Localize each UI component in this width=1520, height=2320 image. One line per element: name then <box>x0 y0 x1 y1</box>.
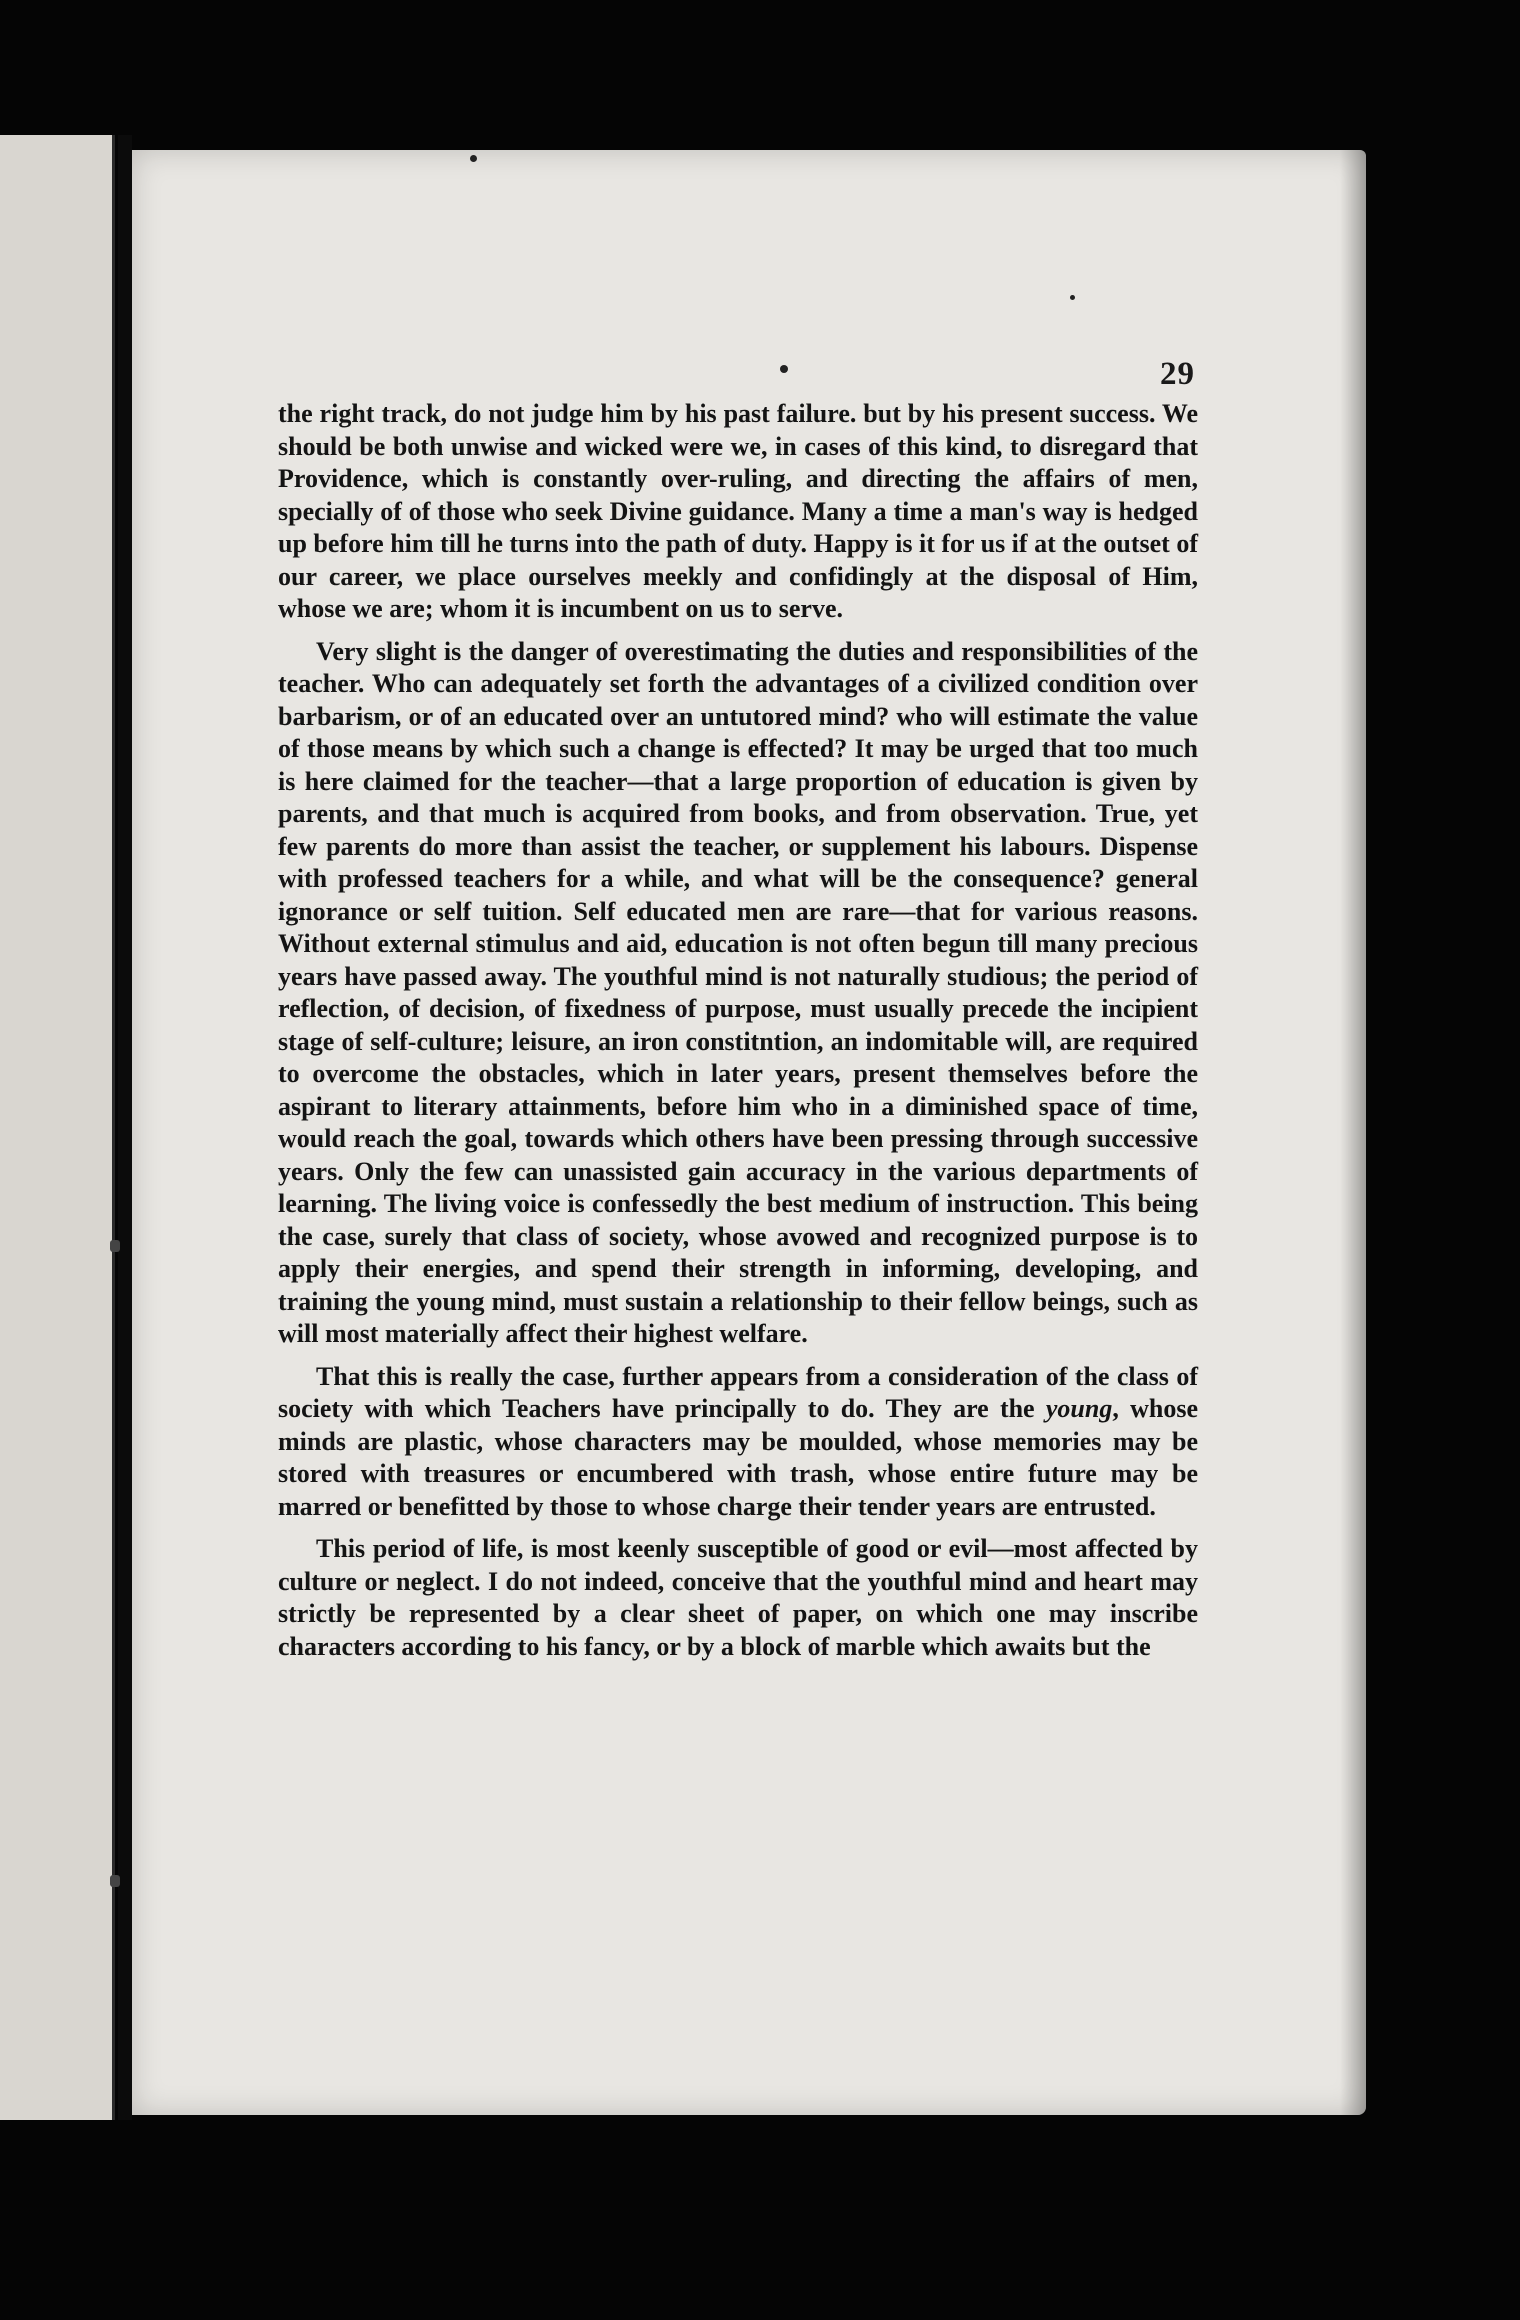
paper-speck <box>470 155 477 162</box>
page-shadow-edge <box>1340 150 1366 2115</box>
paragraph-text: This period of life, is most keenly susceptible of good or evil—most affected by culture or neglect. I do not indeed, conceive that the youthful mind and heart may strictly be represented by a clear sheet of paper, on which one may inscribe characters according to his fancy, or by a block of marble which awaits but the <box>278 1534 1198 1661</box>
paragraph-text: Very slight is the danger of overestimating the duties and responsibilities of the teacher. Who can adequately set forth the advantages of a civilized condition over barbarism, or of an educated over an untutored mind? who will estimate the value of those means by which such a change is effected? It may be urged that too much is here claimed for the teacher—that a large proportion of education is given by parents, and that much is acquired from books, and from observation. True, yet few parents do more than assist the teacher, or supplement his labours. Dispense with professed teachers for a while, and what will be the consequence? general ignorance or self tuition. Self educated men are rare—that for various reasons. Without external stimulus and aid, education is not often begun till many precious years have passed away. The youthful mind is not naturally studious; the period of reflection, of decision, of fixedness of purpose, must usually precede the incipient stage of self-culture; leisure, an iron constitntion, an indomitable will, are required to overcome the obstacles, which in later years, present themselves before the aspirant to literary attainments, before him who in a diminished space of time, would reach the goal, towards which others have been pressing through successive years. Only the few can unassisted gain accuracy in the various departments of learning. The living voice is confessedly the best medium of instruction. This being the case, surely that class of society, whose avowed and recognized purpose is to apply their energies, and spend their strength in informing, developing, and training the young mind, must sustain a relationship to their fellow beings, such as will most materially affect their highest welfare. <box>278 636 1198 1348</box>
facing-page-edge <box>0 135 115 2120</box>
paper-speck <box>780 365 788 373</box>
body-text <box>278 398 1198 1673</box>
book-gutter <box>118 135 132 2120</box>
paragraph <box>278 636 1198 1351</box>
italic-word: young <box>1045 1394 1113 1423</box>
paper-speck <box>1070 295 1075 300</box>
paragraph <box>278 1533 1198 1663</box>
binding-thread-mark <box>110 1240 120 1252</box>
page-number: 29 <box>1160 356 1195 392</box>
paragraph-text: That this is really the case, further appears from a consideration of the class of society with which Teachers have principally to do. They are the <box>278 1361 1198 1423</box>
paragraph <box>278 398 1198 626</box>
paragraph <box>278 1361 1198 1524</box>
paragraph-text: , whose minds are plastic, whose characters may be moulded, whose memories may be stored with treasures or encumbered with trash, whose entire future may be marred or benefitted by those to whose charge their tender years are entrusted. <box>278 1394 1198 1521</box>
binding-thread-mark <box>110 1875 120 1887</box>
paragraph-text: the right track, do not judge him by his past failure. but by his present success. We should be both unwise and wicked were we, in cases of this kind, to disregard that Providence, which is constantly over-ruling, and directing the affairs of men, specially of of those who seek Divine guidance. Many a time a man's way is hedged up before him till he turns into the path of duty. Happy is it for us if at the outset of our career, we place ourselves meekly and confidingly at the disposal of Him, whose we are; whom it is incumbent on us to serve. <box>278 399 1198 623</box>
